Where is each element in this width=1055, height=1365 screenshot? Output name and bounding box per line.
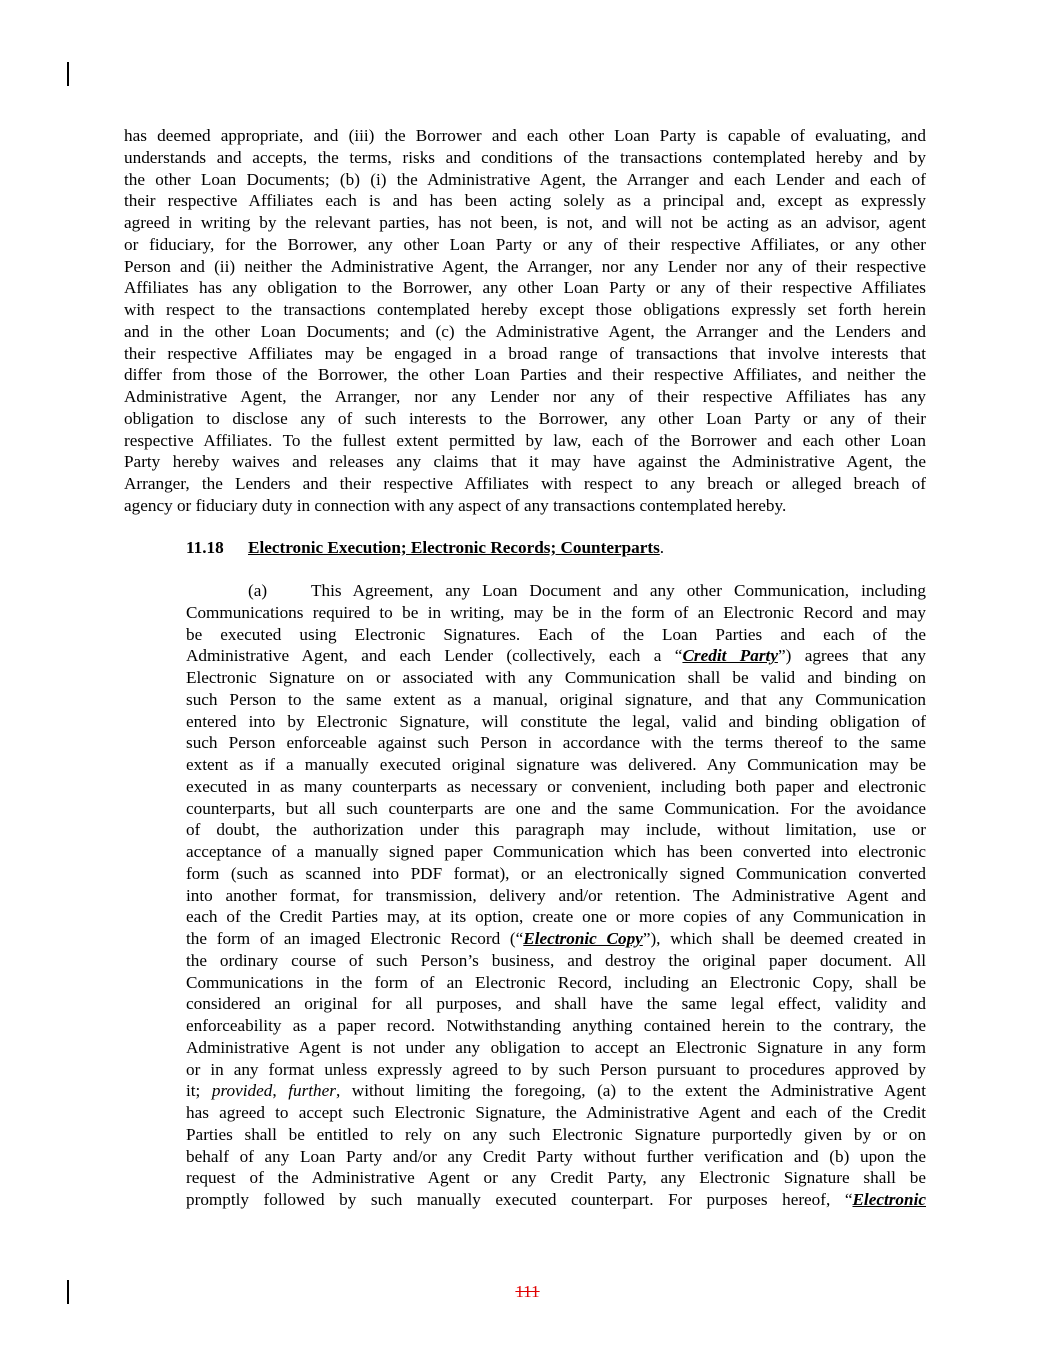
section-period: . — [659, 538, 665, 557]
text-line — [124, 343, 926, 365]
text-segment: considered an original for all purposes, and shall have the same legal effect, validity and — [186, 994, 926, 1014]
text-line — [186, 885, 926, 907]
text-line — [124, 386, 926, 408]
text-segment: respective Affiliates. To the fullest extent permitted by law, each of the Borrower and each other Loan — [124, 430, 926, 450]
text-line — [124, 169, 926, 191]
text-line — [186, 754, 926, 776]
text-line — [186, 645, 926, 667]
defined-term: Credit Party — [682, 646, 778, 666]
defined-term: Electronic — [852, 1190, 926, 1209]
text-line — [124, 321, 926, 343]
text-line — [124, 234, 926, 256]
text-line — [124, 364, 926, 386]
text-segment: promptly followed by such manually executed counterpart. For purposes hereof, “ — [186, 1190, 853, 1209]
text-segment: Communications in the form of an Electronic Record, including an Electronic Copy, shall be — [186, 972, 926, 992]
text-line — [186, 776, 926, 798]
text-segment: behalf of any Loan Party and/or any Credit Party without further verification and (b) upon the — [186, 1146, 926, 1166]
text-line — [186, 993, 926, 1015]
text-line — [124, 299, 926, 321]
text-line — [186, 841, 926, 863]
section-title: Electronic Execution; Electronic Records; Counterparts — [248, 538, 660, 557]
text-segment: request of the Administrative Agent or any Credit Party, any Electronic Signature shall be — [186, 1168, 926, 1188]
text-segment: Administrative Agent is not under any obligation to accept an Electronic Signature in any form — [186, 1037, 926, 1057]
text-segment: form (such as scanned into PDF format), or an electronically signed Communication converted — [186, 863, 926, 883]
text-line — [186, 906, 926, 928]
text-line — [186, 732, 926, 754]
text-segment: agreed in writing by the relevant parties, has not been, is not, and will not be acting as an advisor, agent — [124, 213, 926, 232]
text-segment: executed in as many counterparts as necessary or convenient, including both paper and electronic — [186, 776, 926, 796]
text-segment: Administrative Agent, the Arranger, nor any Lender nor any of their respective Affiliates has any — [124, 387, 926, 406]
text-segment: or in any format unless expressly agreed to by such Person pursuant to procedures approved by — [186, 1059, 926, 1079]
page-number: 111 — [515, 1282, 540, 1301]
text-line — [186, 819, 926, 841]
text-line — [186, 863, 926, 885]
text-line — [186, 928, 926, 950]
text-segment: has agreed to accept such Electronic Signature, the Administrative Agent and each of the Credit — [186, 1103, 926, 1122]
text-line — [186, 972, 926, 994]
text-segment: their respective Affiliates each is and has been acting solely as a principal and, except as expressly — [124, 191, 926, 211]
text-segment: their respective Affiliates may be engaged in a broad range of transactions that involve interests that — [124, 343, 926, 363]
text-segment: the form of an imaged Electronic Record (“ — [186, 929, 524, 948]
text-segment: ”), which shall be deemed created in — [642, 929, 926, 948]
text-segment: obligation to disclose any of such interests to the Borrower, any other Loan Party or any of their — [124, 408, 926, 428]
text-segment: entered into by Electronic Signature, will constitute the legal, valid and binding obligation of — [186, 711, 926, 731]
text-segment: Affiliates has any obligation to the Borrower, any other Loan Party or any of their respective Affiliates — [124, 278, 926, 298]
text-segment: Communications required to be in writing, may be in the form of an Electronic Record and may — [186, 602, 926, 622]
text-segment: Party hereby waives and releases any claims that it may have against the Administrative Agent, the — [124, 452, 926, 472]
italic-text: provided — [211, 1081, 273, 1101]
paragraph-continuation — [124, 125, 926, 517]
text-line — [124, 430, 926, 452]
text-segment: This Agreement, any Loan Document and any other Communication, including — [311, 581, 926, 600]
section-number: 11.18 — [186, 538, 224, 557]
text-segment: the other Loan Documents; (b) (i) the Administrative Agent, the Arranger and each Lender and each of — [124, 169, 926, 189]
text-line — [186, 711, 926, 733]
text-line — [186, 1189, 926, 1211]
text-segment: enforceability as a paper record. Notwithstanding anything contained herein to the contrary, the — [186, 1016, 926, 1035]
text-line — [124, 212, 926, 234]
text-segment: , without limiting the foregoing, (a) to the extent the Administrative Agent — [335, 1081, 927, 1101]
text-line — [186, 1146, 926, 1168]
text-line — [124, 408, 926, 430]
text-segment: Arranger, the Lenders and their respective Affiliates with respect to any breach or alleged breach of — [124, 474, 926, 493]
text-line — [186, 1015, 926, 1037]
text-segment: Administrative Agent, and each Lender (collectively, each a “ — [186, 646, 683, 666]
text-segment: be executed using Electronic Signatures. Each of the Loan Parties and each of the — [186, 624, 926, 644]
text-segment: Electronic Signature on or associated with any Communication shall be valid and binding on — [186, 668, 926, 687]
text-segment: , — [272, 1081, 289, 1101]
text-line — [124, 256, 926, 278]
text-line — [186, 602, 926, 624]
text-line — [124, 451, 926, 473]
section-heading — [186, 538, 664, 558]
text-line — [186, 624, 926, 646]
text-segment: Parties shall be entitled to rely on any such Electronic Signature purportedly given by or on — [186, 1124, 926, 1144]
text-line — [186, 1059, 926, 1081]
defined-term: Electronic Copy — [523, 929, 643, 948]
text-line — [124, 277, 926, 299]
text-segment: with respect to the transactions contemplated hereby except those obligations expressly set forth herein — [124, 300, 926, 319]
text-segment: and in the other Loan Documents; and (c) the Administrative Agent, the Arranger and the Lenders and — [124, 321, 926, 341]
paragraph-11-18-a — [186, 580, 926, 1211]
text-segment: such Person enforceable against such Person in accordance with the terms thereof to the same — [186, 733, 926, 753]
text-segment: or fiduciary, for the Borrower, any other Loan Party or any of their respective Affiliates, or any other — [124, 234, 926, 254]
italic-text: further — [288, 1081, 336, 1101]
subsection-label: (a) — [248, 581, 268, 600]
text-segment: Person and (ii) neither the Administrative Agent, the Arranger, nor any Lender nor any of their respective — [124, 256, 926, 276]
text-line — [124, 125, 926, 147]
text-line — [186, 1080, 926, 1102]
text-line — [124, 473, 926, 495]
text-line — [124, 495, 926, 517]
text-segment: each of the Credit Parties may, at its option, create one or more copies of any Communication in — [186, 907, 926, 927]
text-line — [124, 190, 926, 212]
text-segment: ”) agrees that any — [777, 646, 926, 666]
change-bar-top — [67, 62, 69, 86]
text-segment: such Person to the same extent as a manual, original signature, and that any Communication — [186, 689, 926, 709]
text-segment: agency or fiduciary duty in connection with any aspect of any transactions contemplated hereby. — [124, 495, 787, 515]
text-segment: acceptance of a manually signed paper Communication which has been converted into electronic — [186, 842, 926, 861]
text-segment: counterparts, but all such counterparts are one and the same Communication. For the avoidance — [186, 798, 926, 818]
text-line — [186, 1167, 926, 1189]
text-line — [186, 1102, 926, 1124]
text-line — [186, 667, 926, 689]
text-line — [186, 580, 926, 602]
text-segment: extent as if a manually executed original signature was delivered. Any Communication may be — [186, 755, 926, 774]
text-line — [186, 689, 926, 711]
text-line — [186, 1124, 926, 1146]
text-segment: the ordinary course of such Person’s business, and destroy the original paper document. All — [186, 950, 926, 970]
text-segment: understands and accepts, the terms, risks and conditions of the transactions contemplated hereby and by — [124, 147, 926, 167]
text-segment: of doubt, the authorization under this paragraph may include, without limitation, use or — [186, 820, 926, 840]
text-line — [186, 1037, 926, 1059]
text-segment: has deemed appropriate, and (iii) the Borrower and each other Loan Party is capable of evaluating, and — [124, 126, 926, 145]
text-segment: into another format, for transmission, delivery and/or retention. The Administrative Agent and — [186, 885, 926, 905]
text-segment: it; — [186, 1081, 212, 1101]
text-line — [186, 798, 926, 820]
text-line — [124, 147, 926, 169]
text-segment: differ from those of the Borrower, the other Loan Parties and their respective Affiliates, and neither the — [124, 365, 926, 385]
text-line — [186, 950, 926, 972]
